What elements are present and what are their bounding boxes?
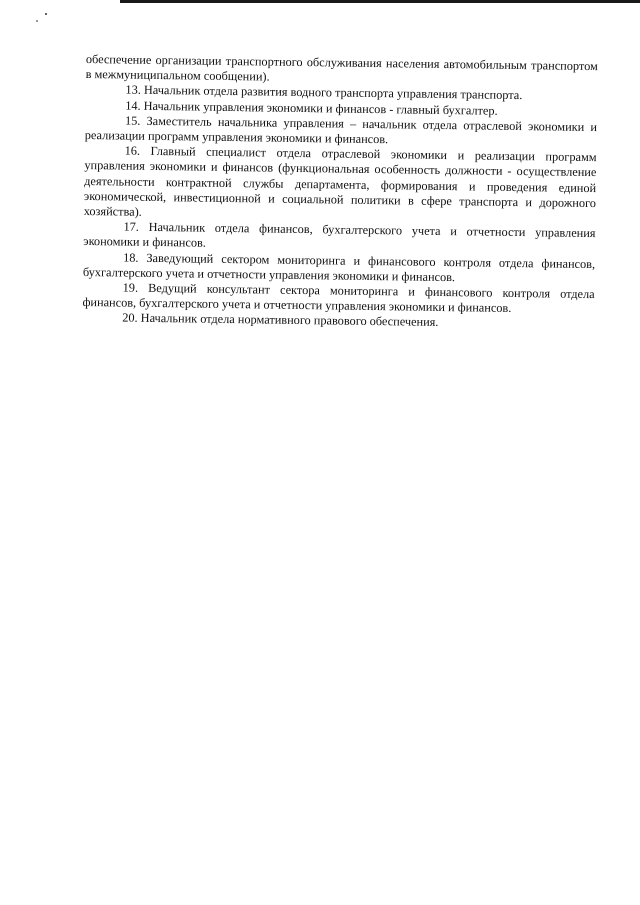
paragraph-continued: обеспечение организации транспортного обслуживания населения автомобильным транспортом в межмуниципальном сообщении). (85, 52, 598, 84)
paragraph-18: 18. Заведующий сектором мониторинга и финансового контроля отдела финансов, бухгалтерского учета и отчетности управления экономики и финансов. (82, 250, 596, 285)
paragraph-15: 15. Заместитель начальника управления – начальник отдела отраслевой экономики и реализации программ управления экономики и финансов. (84, 113, 598, 147)
document-body (82, 52, 598, 333)
paragraph-20: 20. Начальник отдела нормативного правового обеспечения. (122, 310, 439, 330)
paragraph-14: 14. Начальник управления экономики и финансов - главный бухгалтер. (125, 98, 498, 118)
scan-speck (45, 13, 47, 15)
scan-speck (36, 20, 38, 22)
paragraph-16: 16. Главный специалист отдела отраслевой экономики и реализации программ управления экономики и финансов (функциональная особенность должности - осуществление деятельности контрактной службы департамента, формирования и проведения единой экономической, инвестиционной и социальной политики в сфере транспорта и дорожного хозяйства). (83, 143, 597, 219)
paragraph-13: 13. Начальник отдела развития водного транспорта управления транспорта. (125, 82, 523, 103)
paragraph-19: 19. Ведущий консультант сектора мониторинга и финансового контроля отдела финансов, бухгалтерского учета и отчетности управления экономики и финансов. (82, 280, 595, 316)
paragraph-17: 17. Начальник отдела финансов, бухгалтерского учета и отчетности управления экономики и финансов. (83, 219, 596, 251)
scan-edge-line (120, 0, 640, 3)
